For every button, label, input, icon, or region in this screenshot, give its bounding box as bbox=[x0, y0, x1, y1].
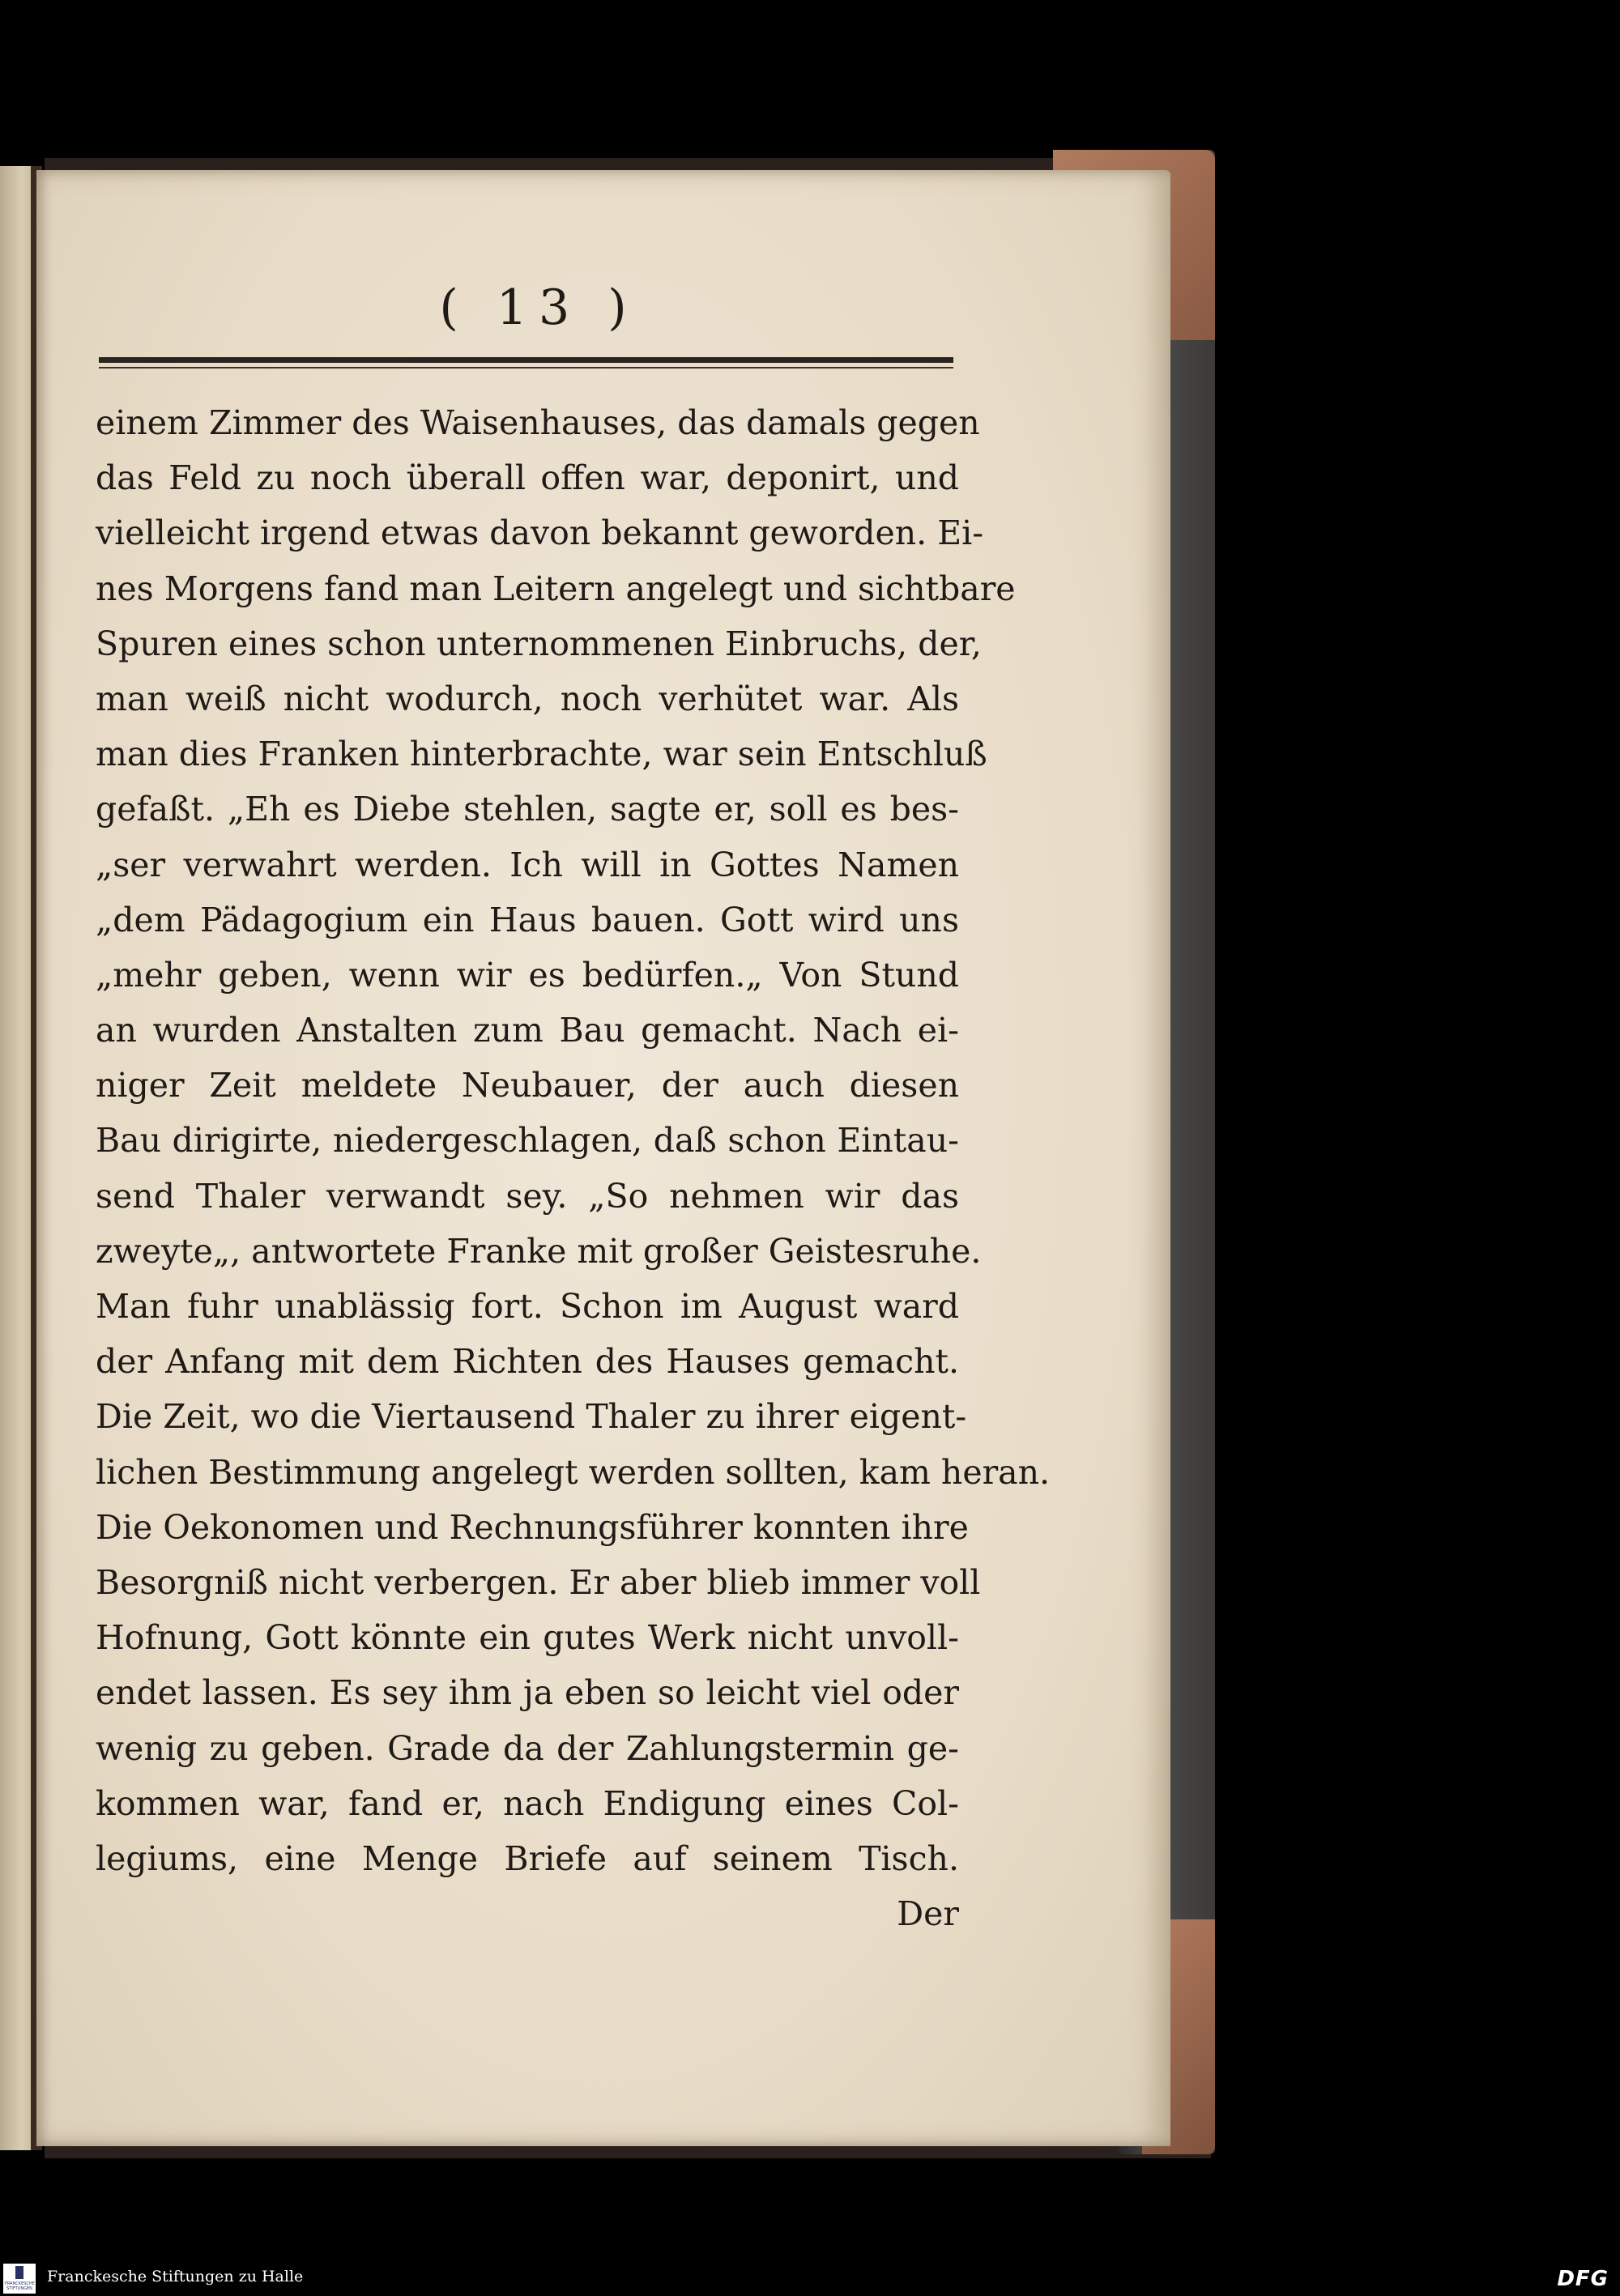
text-line: „ser verwahrt werden. Ich will in Gottes Namen bbox=[96, 845, 959, 884]
text-line: Man fuhr unablässig fort. Schon im August ward bbox=[96, 1287, 959, 1326]
institution-logo[interactable] bbox=[3, 2264, 36, 2294]
dfg-logo[interactable]: DFG bbox=[1557, 2267, 1609, 2291]
text-line: lichen Bestimmung angelegt werden sollten, kam heran. bbox=[96, 1452, 1051, 1492]
text-line: Bau dirigirte, niedergeschlagen, daß schon Eintau- bbox=[96, 1121, 959, 1161]
text-line: nes Morgens fand man Leitern angelegt und sichtbare bbox=[96, 569, 1016, 608]
text-line: das Feld zu noch überall offen war, deponirt, und bbox=[96, 458, 959, 498]
text-line: Die Oekonomen und Rechnungsführer konnten ihre bbox=[96, 1507, 969, 1547]
text-line: endet lassen. Es sey ihm ja eben so leicht viel oder bbox=[96, 1673, 959, 1713]
text-line: der Anfang mit dem Richten des Hauses gemacht. bbox=[96, 1342, 959, 1382]
text-line: wenig zu geben. Grade da der Zahlungstermin ge- bbox=[96, 1728, 959, 1768]
text-line: Besorgniß nicht verbergen. Er aber blieb immer voll bbox=[96, 1562, 981, 1602]
text-line: einem Zimmer des Waisenhauses, das damals gegen bbox=[96, 403, 980, 442]
text-line: gefaßt. „Eh es Diebe stehlen, sagte er, soll es bes- bbox=[96, 790, 959, 829]
text-line: an wurden Anstalten zum Bau gemacht. Nach ei- bbox=[96, 1011, 959, 1050]
text-line: zweyte„, antwortete Franke mit großer Geistesruhe. bbox=[96, 1231, 982, 1271]
text-line: legiums, eine Menge Briefe auf seinem Tisch. bbox=[96, 1838, 959, 1878]
text-line: man weiß nicht wodurch, noch verhütet war. Als bbox=[96, 679, 959, 718]
text-line: send Thaler verwandt sey. „So nehmen wir das bbox=[96, 1176, 959, 1216]
text-line: vielleicht irgend etwas davon bekannt geworden. Ei- bbox=[96, 513, 984, 553]
text-line: Hofnung, Gott könnte ein gutes Werk nicht unvoll- bbox=[96, 1618, 959, 1658]
text-line: Die Zeit, wo die Viertausend Thaler zu ihrer eigent- bbox=[96, 1397, 967, 1437]
building-icon bbox=[15, 2266, 23, 2279]
text-line: Spuren eines schon unternommenen Einbruchs, der, bbox=[96, 624, 982, 663]
text-line: kommen war, fand er, nach Endigung eines Col- bbox=[96, 1783, 959, 1823]
text-line: „mehr geben, wenn wir es bedürfen.„ Von Stund bbox=[96, 955, 959, 995]
header-rule-thin bbox=[99, 367, 953, 368]
institution-logo-text: FRANCKESCHE STIFTUNGEN bbox=[5, 2281, 35, 2291]
text-line: niger Zeit meldete Neubauer, der auch diesen bbox=[96, 1066, 959, 1105]
page-number: ( 13 ) bbox=[439, 279, 638, 336]
text-line: man dies Franken hinterbrachte, war sein Entschluß bbox=[96, 735, 987, 774]
footer-credit: Franckesche Stiftungen zu Halle bbox=[47, 2268, 304, 2285]
body-text bbox=[96, 395, 1051, 1941]
header-rule-thick bbox=[99, 357, 953, 363]
catchword: Der bbox=[897, 1894, 959, 1934]
text-line: „dem Pädagogium ein Haus bauen. Gott wird uns bbox=[96, 900, 959, 939]
